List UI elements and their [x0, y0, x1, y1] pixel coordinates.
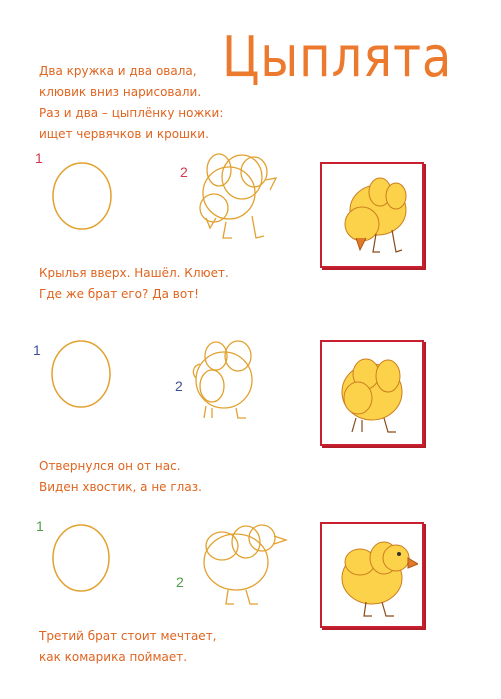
- step-1-number: 1: [36, 518, 44, 534]
- chick-picture-3: [320, 522, 424, 628]
- chick-drawing-2: [326, 346, 418, 440]
- chick-drawing-3: [326, 528, 418, 622]
- verse-3: Отвернулся он от нас. Виден хвостик, а не глаз.: [39, 459, 202, 494]
- chick-picture-1: [320, 162, 424, 268]
- circle-sketch-1: [48, 158, 118, 234]
- page-title: Цыплята: [222, 25, 453, 90]
- chick-sketch-3: [188, 514, 292, 608]
- verse-1: Два кружка и два овала, клювик вниз нарисовали. Раз и два – цыплёнку ножки: ищет червячков и крошки.: [39, 64, 224, 141]
- verse-4: Третий брат стоит мечтает, как комарика поймает.: [39, 629, 217, 664]
- chick-sketch-2: [186, 336, 276, 422]
- step-2-number: 2: [175, 378, 183, 394]
- step-1-number: 1: [33, 342, 41, 358]
- chick-picture-2: [320, 340, 424, 446]
- verse-2: Крылья вверх. Нашёл. Клюет. Где же брат его? Да вот!: [39, 266, 229, 301]
- chick-sketch-1: [186, 150, 290, 246]
- step-2-number: 2: [180, 164, 188, 180]
- step-1-number: 1: [35, 150, 43, 166]
- step-2-number: 2: [176, 574, 184, 590]
- chick-drawing-1: [326, 168, 418, 262]
- circle-sketch-3: [48, 520, 114, 596]
- circle-sketch-2: [46, 336, 116, 412]
